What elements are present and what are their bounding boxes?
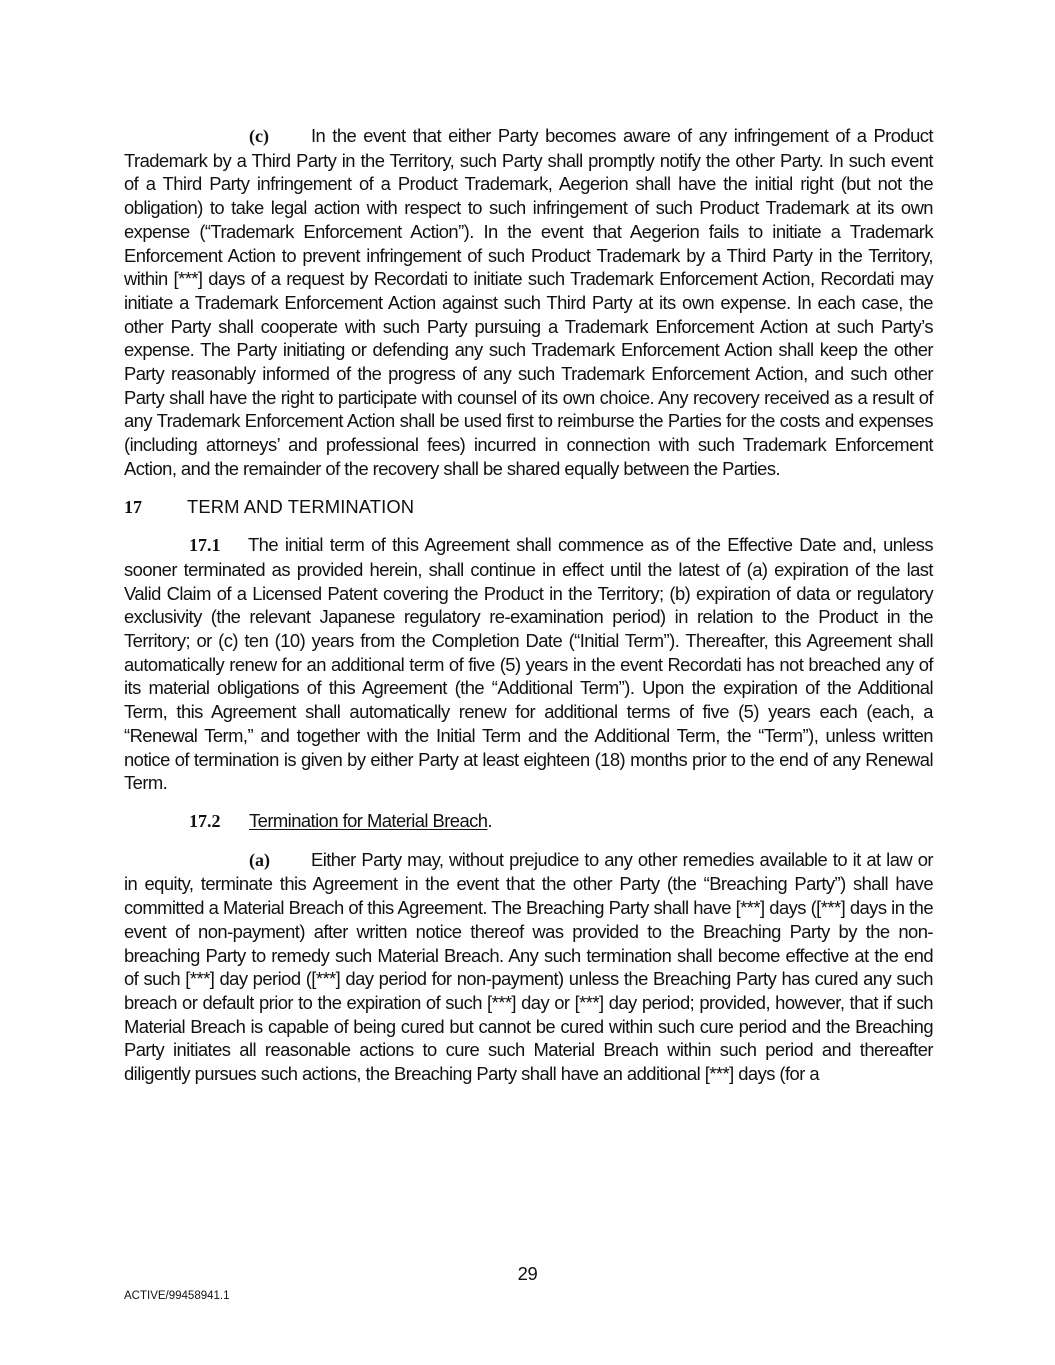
section-number: 17: [124, 496, 142, 517]
paragraph-16-c: [124, 124, 933, 481]
subsection-title-suffix: .: [487, 809, 493, 831]
clause-text: Either Party may, without prejudice to any other remedies available to it at law or in equity, terminate this Agreement in the event that the other Party (the “Breaching Party”) shall have committed a Material Breach of this Agreement. The Breaching Party shall have [***] days ([***] days in the event of non-payment) after written notice thereof was provided to the Breaching Party by the non-breaching Party to remedy such Material Breach. Any such termination shall become effective at the end of such [***] day period ([***] day period for non-payment) unless the Breaching Party has cured any such breach or default prior to the expiration of such [***] day or [***] day period; provided, however, that if such Material Breach is capable of being cured but cannot be cured within such cure period and the Breaching Party initiates all reasonable actions to cure such Material Breach within such period and thereafter diligently pursues such actions, the Breaching Party shall have an additional [***] days (for a: [124, 848, 933, 1085]
page-number: 29: [517, 1263, 538, 1284]
section-title: TERM AND TERMINATION: [187, 495, 415, 517]
section-heading: [124, 495, 933, 520]
subsection-heading-17-2: [124, 809, 933, 834]
document-id: ACTIVE/99458941.1: [124, 1290, 230, 1302]
clause-text: In the event that either Party becomes aware of any infringement of a Product Trademark by a Third Party in the Territory, such Party shall promptly notify the other Party. In such event of a Third Party infringement of a Product Trademark, Aegerion shall have the initial right (but not the obligation) to take legal action with respect to such infringement of such Product Trademark at its own expense (“Trademark Enforcement Action”). In the event that Aegerion fails to initiate a Trademark Enforcement Action to prevent infringement of such Product Trademark by a Third Party in the Territory, within [***] days of a request by Recordati to initiate such Trademark Enforcement Action, Recordati may initiate a Trademark Enforcement Action against such Third Party at its own expense. In each case, the other Party shall cooperate with such Party pursuing a Trademark Enforcement Action at such Party’s expense. The Party initiating or defending any such Trademark Enforcement Action shall keep the other Party reasonably informed of the progress of any such Trademark Enforcement Action, and such other Party shall have the right to participate with counsel of its own choice. Any recovery received as a result of any Trademark Enforcement Action shall be used first to reimburse the Parties for the costs and expenses (including attorneys’ and professional fees) incurred in connection with such Trademark Enforcement Action, and the remainder of the recovery shall be shared equally between the Parties.: [124, 125, 933, 479]
clause-label: 17.1: [189, 535, 221, 556]
clause-label: 17.2: [189, 810, 221, 831]
clause-label: (c): [249, 126, 269, 146]
clause-text: The initial term of this Agreement shall commence as of the Effective Date and, unless sooner terminated as provided herein, shall continue in effect until the latest of (a) expiration of the last Valid Claim of a Licensed Patent covering the Product in the Territory; (b) expiration of data or regulatory exclusivity (the relevant Japanese regulatory re-examination period) in relation to the Product in the Territory; or (c) ten (10) years from the Completion Date (“Initial Term”). Thereafter, this Agreement shall automatically renew for an additional term of five (5) years in the event Recordati has not breached any of its material obligations of this Agreement (the “Additional Term”). Upon the expiration of the Additional Term, this Agreement shall automatically renew for additional terms of five (5) years each (each, a “Renewal Term,” and together with the Initial Term and the Additional Term, the “Term”), unless written notice of termination is given by either Party at least eighteen (18) months prior to the end of any Renewal Term.: [124, 534, 933, 794]
clause-label: (a): [249, 849, 270, 870]
paragraph-17-2-a: [124, 848, 933, 1086]
subsection-title: Termination for Material Breach: [249, 809, 488, 831]
paragraph-17-1: [124, 533, 933, 795]
page-body: [124, 124, 933, 1086]
